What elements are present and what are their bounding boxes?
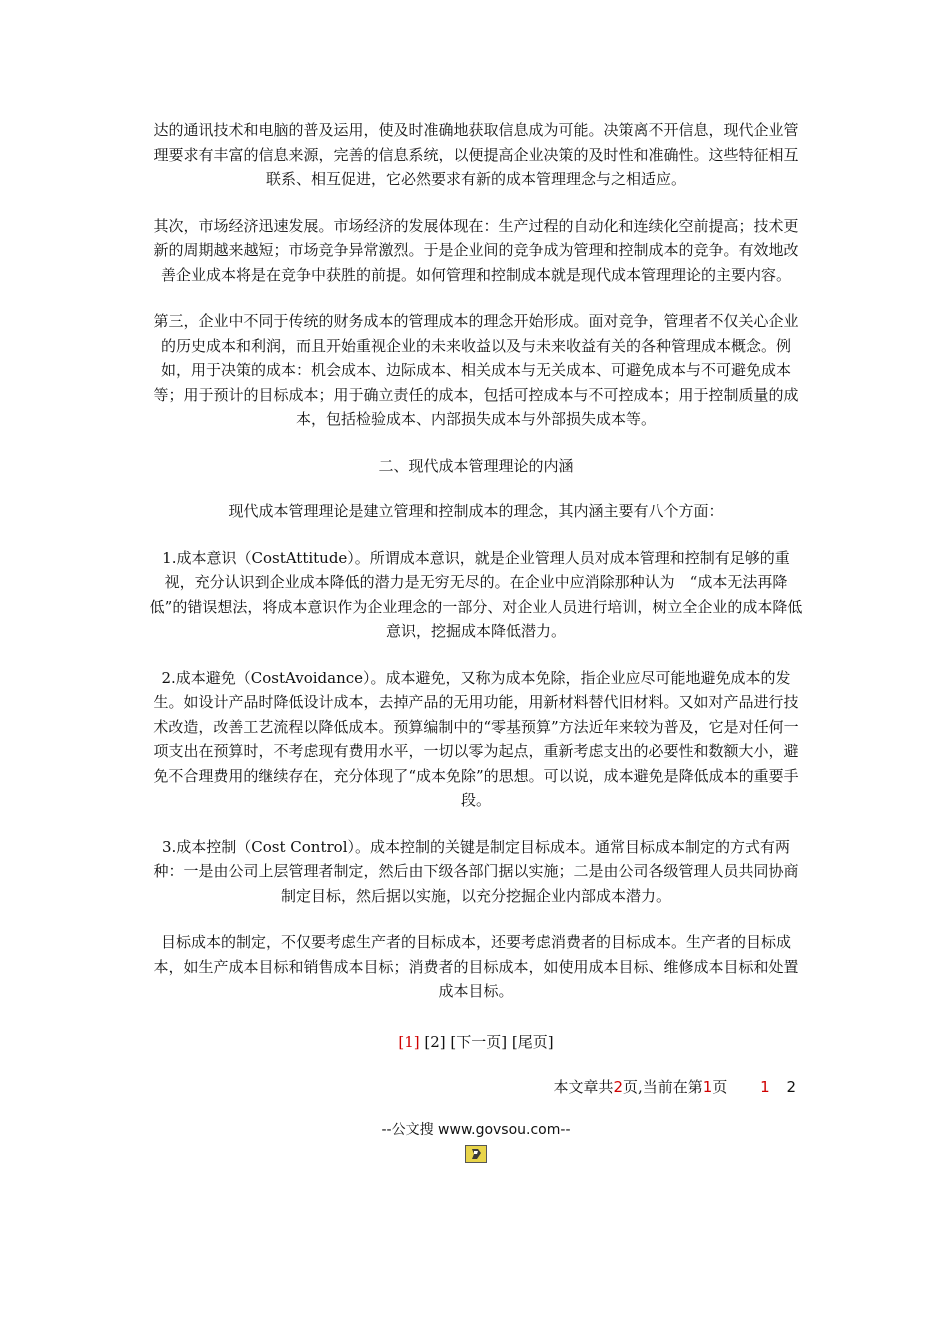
page-link-2[interactable]: 2 — [786, 1077, 796, 1096]
pager-next[interactable]: [下一页] — [450, 1032, 508, 1051]
page-info — [148, 1076, 804, 1097]
site-logo-icon — [465, 1145, 487, 1163]
page-info-middle: 页,当前在第 — [623, 1077, 703, 1096]
item-cost-control: 3.成本控制（Cost Control）。成本控制的关键是制定目标成本。通常目标成本制定的方式有两种：一是由公司上层管理者制定，然后由下级各部门据以实施；二是由公司各级管理人员共同协商制定目标，然后据以实施，以充分挖掘企业内部成本潜力。 — [153, 837, 799, 905]
pager-page-1[interactable]: [1] — [398, 1032, 420, 1051]
page-info-suffix: 页 — [712, 1077, 728, 1096]
item-cost-avoidance: 2.成本避免（CostAvoidance）。成本避免，又称为成本免除，指企业应尽可能地避免成本的发生。如设计产品时降低设计成本，去掉产品的无用功能，用新材料替代旧材料。又如对产品进行技术改造，改善工艺流程以降低成本。预算编制中的“零基预算”方法近年来较为普及，它是对任何一项支出在预算时，不考虑现有费用水平，一切以零为起点，重新考虑支出的必要性和数额大小，避免不合理费用的继续存在，充分体现了“成本免除”的思想。可以说，成本避免是降低成本的重要手段。 — [153, 668, 799, 809]
pager-last[interactable]: [尾页] — [511, 1032, 554, 1051]
item-target-cost: 目标成本的制定，不仅要考虑生产者的目标成本，还要考虑消费者的目标成本。生产者的目标成本，如生产成本目标和销售成本目标；消费者的目标成本，如使用成本目标、维修成本目标和处置成本目标。 — [153, 933, 799, 1000]
page-info-total: 2 — [613, 1077, 623, 1096]
item-cost-attitude: 1.成本意识（CostAttitude）。所谓成本意识，就是企业管理人员对成本管理和控制有足够的重视，充分认识到企业成本降低的潜力是无穷无尽的。在企业中应消除那种认为 “成本无法再降低”的错误想法，将成本意识作为企业理念的一部分、对企业人员进行培训，树立全企业的成本降低意识，挖掘成本降低潜力。 — [149, 548, 803, 640]
intro-paragraph: 现代成本管理理论是建立管理和控制成本的理念，其内涵主要有八个方面： — [228, 502, 724, 520]
pagination — [148, 1031, 804, 1052]
article-body — [148, 118, 804, 1163]
paragraph-2: 其次，市场经济迅速发展。市场经济的发展体现在：生产过程的自动化和连续化空前提高；技术更新的周期越来越短；市场竞争异常激烈。于是企业间的竞争成为管理和控制成本的竞争。有效地改善企业成本将是在竞争中获胜的前提。如何管理和控制成本就是现代成本管理理论的主要内容。 — [153, 216, 799, 284]
site-footer: --公文搜 www.govsou.com-- — [381, 1121, 571, 1138]
page-info-current: 1 — [702, 1077, 713, 1096]
page-link-1[interactable]: 1 — [760, 1077, 770, 1096]
pager-page-2[interactable]: [2] — [424, 1032, 446, 1051]
paragraph-1: 达的通讯技术和电脑的普及运用，使及时准确地获取信息成为可能。决策离不开信息，现代企业管理要求有丰富的信息来源，完善的信息系统，以便提高企业决策的及时性和准确性。这些特征相互联系、相互促进，它必然要求有新的成本管理理念与之相适应。 — [153, 121, 799, 188]
page-info-prefix: 本文章共 — [553, 1077, 614, 1096]
paragraph-3: 第三，企业中不同于传统的财务成本的管理成本的理念开始形成。面对竞争，管理者不仅关心企业的历史成本和利润，而且开始重视企业的未来收益以及与未来收益有关的各种管理成本概念。例如，用于决策的成本：机会成本、边际成本、相关成本与无关成本、可避免成本与不可避免成本等；用于预计的目标成本；用于确立责任的成本，包括可控成本与不可控成本；用于控制质量的成本，包括检验成本、内部损失成本与外部损失成本等。 — [153, 312, 799, 428]
section-heading: 二、现代成本管理理论的内涵 — [378, 456, 574, 475]
